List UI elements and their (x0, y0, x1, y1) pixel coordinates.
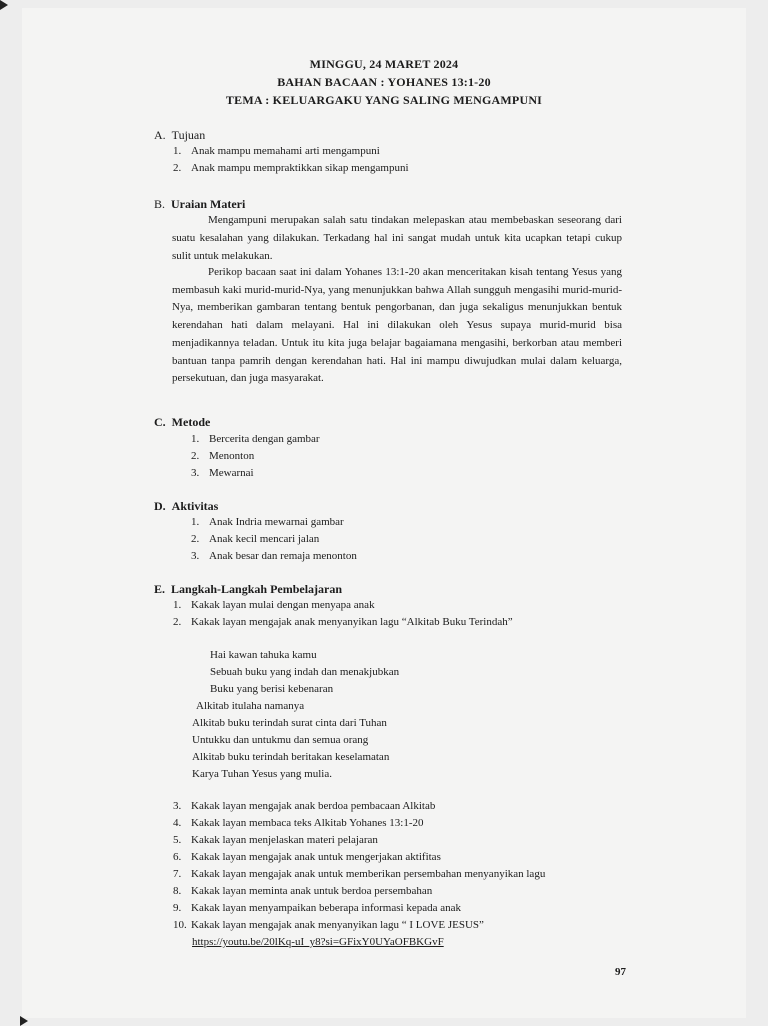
header-reading: BAHAN BACAAN : YOHANES 13:1-20 (277, 75, 491, 89)
list-item: 2. Menonton (191, 450, 255, 462)
section-e-heading (154, 582, 342, 597)
song-line: Alkitab itulaha namanya (196, 700, 305, 712)
section-title: Metode (171, 415, 211, 429)
step-item: 8. Kakak layan meminta anak untuk berdoa persembahan (173, 885, 433, 897)
section-letter: C. (154, 415, 166, 429)
step-item: 6. Kakak layan mengajak anak untuk mengerjakan aktifitas (173, 851, 441, 863)
youtube-link[interactable]: https://youtu.be/20lKq-uI_y8?si=GFixY0UYaOFBKGvF (192, 936, 444, 948)
section-c-heading (154, 415, 210, 430)
section-title: Aktivitas (171, 499, 219, 513)
section-letter: B. (154, 197, 166, 211)
paragraph-intro: Mengampuni merupakan salah satu tindakan melepaskan atau membebaskan seseorang dari suatu kesalahan yang dilakukan. Terkadang hal ini sangat mudah untuk kita ucapkan tetapi cukup sulit untuk melakukan. (172, 214, 622, 262)
header-date: MINGGU, 24 MARET 2024 (309, 57, 459, 71)
section-a-heading (154, 128, 205, 143)
song-line: Sebuah buku yang indah dan menakjubkan (210, 666, 400, 678)
step-item: 2. Kakak layan mengajak anak menyanyikan lagu “Alkitab Buku Terindah” (173, 616, 513, 628)
step-item: 1. Kakak layan mulai dengan menyapa anak (173, 599, 375, 611)
step-item: 9. Kakak layan menyampaikan beberapa informasi kepada anak (173, 902, 461, 914)
list-item: 1. Bercerita dengan gambar (191, 433, 320, 445)
song-line: Alkitab buku terindah beritakan keselamatan (192, 751, 390, 763)
song-line: Buku yang berisi kebenaran (210, 683, 334, 695)
song-line: Karya Tuhan Yesus yang mulia. (192, 768, 332, 780)
section-d-heading (154, 499, 218, 514)
list-item: 1. Anak mampu memahami arti mengampuni (173, 145, 380, 157)
step-item: 7. Kakak layan mengajak anak untuk memberikan persembahan menyanyikan lagu (173, 868, 546, 880)
song-line: Untukku dan untukmu dan semua orang (192, 734, 369, 746)
song-line: Hai kawan tahuka kamu (210, 649, 317, 661)
list-item: 2. Anak mampu mempraktikkan sikap mengampuni (173, 162, 409, 174)
section-letter: A. (154, 128, 166, 142)
section-title: Uraian Materi (171, 197, 246, 211)
step-item: 10. Kakak layan mengajak anak menyanyikan lagu “ I LOVE JESUS” (173, 919, 484, 931)
section-letter: D. (154, 499, 166, 513)
section-title: Langkah-Langkah Pembelajaran (171, 582, 343, 596)
list-item: 3. Anak besar dan remaja menonton (191, 550, 357, 562)
list-item: 2. Anak kecil mencari jalan (191, 533, 320, 545)
scan-corner-mark-top (0, 0, 8, 10)
song-line: Alkitab buku terindah surat cinta dari Tuhan (192, 717, 387, 729)
document-page (22, 8, 746, 1018)
header-theme: TEMA : KELUARGAKU YANG SALING MENGAMPUNI (225, 93, 543, 107)
page-number: 97 (615, 966, 626, 978)
section-letter: E. (154, 582, 166, 596)
step-item: 3. Kakak layan mengajak anak berdoa pembacaan Alkitab (173, 800, 436, 812)
list-item: 1. Anak Indria mewarnai gambar (191, 516, 344, 528)
step-item: 5. Kakak layan menjelaskan materi pelajaran (173, 834, 378, 846)
scan-corner-mark-bottom (20, 1016, 28, 1026)
section-b-heading (154, 197, 245, 212)
step-item: 4. Kakak layan membaca teks Alkitab Yohanes 13:1-20 (173, 817, 424, 829)
list-item: 3. Mewarnai (191, 467, 254, 479)
paragraph-pericope: Perikop bacaan saat ini dalam Yohanes 13:1-20 akan menceritakan kisah tentang Yesus yang membasuh kaki murid-murid-Nya, yang menunjukkan bahwa Allah sungguh mengasihi murid-murid-Nya, memberikan gambaran tentang bentuk pengorbanan, dan juga sekaligus menunjukkan bentuk kerendahan hati dalam melayani. Hal ini dilakukan oleh Yesus supaya murid-murid bisa menjadikannya teladan. Untuk itu kita juga belajar bagaiamana mengasihi, berkorban atau memberi bantuan tanpa pamrih dengan kerendahan hati. Hal ini mampu diwujudkan mulai dalam keluarga, persekutuan, dan juga masyarakat. (172, 266, 622, 385)
section-title: Tujuan (171, 128, 206, 142)
